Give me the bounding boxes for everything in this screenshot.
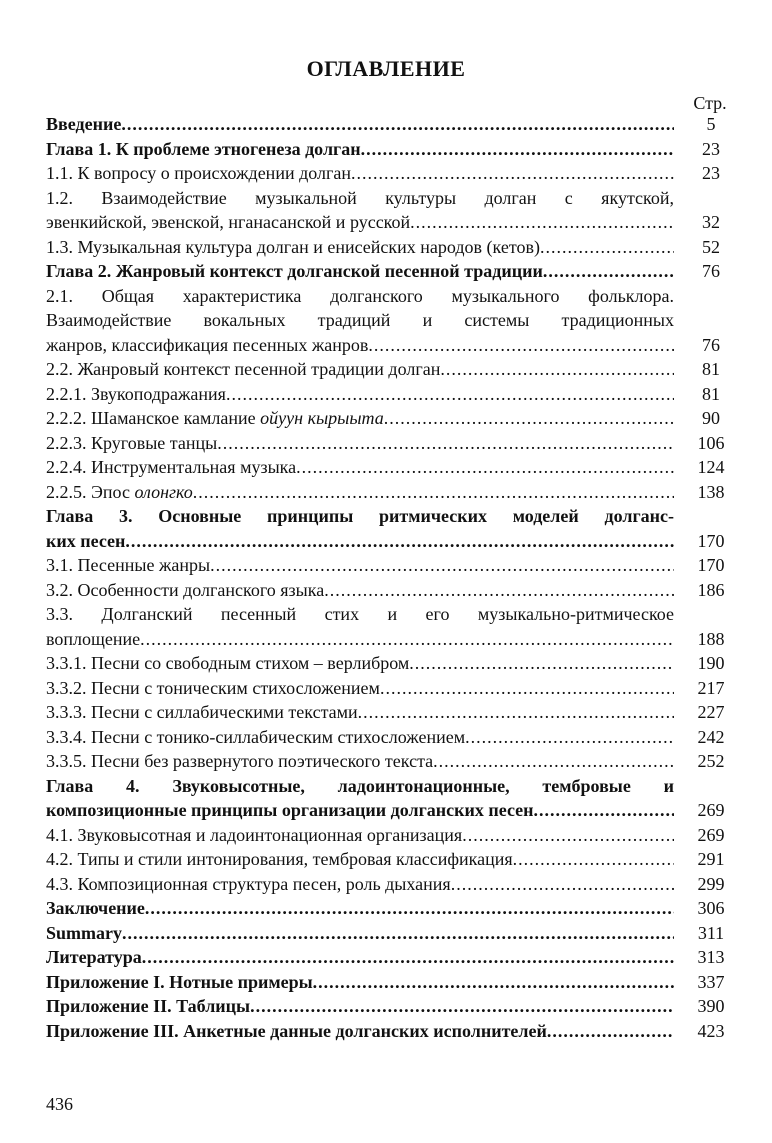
- toc-entry-page: 227: [697, 702, 725, 722]
- dot-leader: [410, 210, 674, 235]
- toc-entry: [46, 847, 734, 872]
- dot-leader: [513, 847, 674, 872]
- toc-entry-line: Заключение: [46, 898, 145, 918]
- toc-entry-page: 390: [697, 996, 725, 1016]
- toc-entry: [46, 186, 734, 235]
- toc-entry-page: 217: [697, 677, 725, 698]
- toc-entry-line: 3.3.2. Песни с тоническим стихосложением: [46, 677, 380, 698]
- toc-entry-line: 1.2. Взаимодействие музыкальной культуры долган с якутской,: [46, 187, 674, 208]
- toc-entry-title: [46, 259, 674, 284]
- toc-entry-title: [46, 455, 674, 480]
- toc-entry-line: Глава 4. Звуковысотные, ладоинтонационные, тембровые и: [46, 775, 674, 796]
- toc-entry-title: [46, 945, 674, 970]
- dot-leader: [361, 137, 674, 162]
- toc-entry-line: Введение: [46, 114, 122, 134]
- dot-leader: [142, 945, 674, 970]
- toc-entry: [46, 553, 734, 578]
- toc-entry-line: 3.3.4. Песни с тонико-силлабическим стихосложением: [46, 726, 466, 747]
- toc-entry: [46, 700, 734, 725]
- toc-entry-line: 4.2. Типы и стили интонирования, тембровая классификация: [46, 849, 513, 869]
- toc-entry-title: [46, 994, 674, 1019]
- dot-leader: [351, 161, 674, 186]
- toc-entry-title: [46, 872, 674, 897]
- page-column-label: Стр.: [693, 93, 727, 113]
- toc-entry: [46, 774, 734, 823]
- toc-entry: [46, 382, 734, 407]
- toc-entry-title: [46, 553, 674, 578]
- toc-entry: [46, 112, 734, 137]
- dot-leader: [296, 455, 674, 480]
- toc-entry-line: 3.3. Долганский песенный стих и его музыкально-ритмическое: [46, 604, 674, 624]
- toc-entry-line: 4.1. Звуковысотная и ладоинтонационная организация: [46, 824, 463, 845]
- toc-entry-page: 32: [702, 212, 720, 232]
- toc-entry-line: 1.1. К вопросу о происхождении долган: [46, 163, 351, 183]
- toc-entry-line: Глава 3. Основные принципы ритмических моделей долганс-: [46, 506, 674, 526]
- toc-entry-line: 2.2. Жанровый контекст песенной традиции долган: [46, 359, 441, 379]
- toc-entry-title: [46, 186, 674, 235]
- toc-entry: [46, 578, 734, 603]
- toc-entry: [46, 823, 734, 848]
- toc-entry-line: Summary: [46, 922, 122, 943]
- dot-leader: [465, 725, 674, 750]
- toc-entry: [46, 602, 734, 651]
- toc-entry: [46, 896, 734, 921]
- toc-entry-title: [46, 602, 674, 651]
- dot-leader: [433, 749, 674, 774]
- dot-leader: [145, 896, 674, 921]
- toc-entry-title: [46, 406, 674, 431]
- toc-entry-page: 299: [697, 873, 725, 894]
- toc-entry-line: воплощение: [46, 628, 141, 649]
- toc-entry: [46, 235, 734, 260]
- dot-leader: [140, 627, 674, 652]
- dot-leader: [547, 1019, 674, 1044]
- toc-entry-page: 311: [697, 922, 725, 943]
- toc-entry-page: 76: [702, 334, 720, 355]
- toc-entry-page: 106: [697, 432, 725, 453]
- toc-entry-page: 337: [697, 971, 725, 992]
- toc-entry-line: Глава 1. К проблеме этногенеза долган: [46, 138, 361, 159]
- toc-entry: [46, 749, 734, 774]
- dot-leader: [210, 553, 674, 578]
- dot-leader: [540, 235, 674, 260]
- toc-entry-line: 3.3.1. Песни со свободным стихом – верлибром: [46, 653, 410, 673]
- toc-entry-page: 242: [697, 726, 725, 747]
- toc-entry: [46, 357, 734, 382]
- dot-leader: [122, 921, 674, 946]
- toc-entry-line: ких песен: [46, 530, 126, 551]
- toc-entry: [46, 651, 734, 676]
- dot-leader: [324, 578, 674, 603]
- toc-entry-line: 4.3. Композиционная структура песен, роль дыхания: [46, 873, 451, 894]
- toc-entry: [46, 137, 734, 162]
- toc-entry: [46, 284, 734, 358]
- toc-entry-page: 52: [702, 236, 720, 257]
- toc-entry: [46, 455, 734, 480]
- toc-entry-line: 3.3.5. Песни без развернутого поэтического текста: [46, 751, 434, 771]
- toc-entry-title: [46, 921, 674, 946]
- toc-entry-page: 23: [702, 138, 720, 159]
- toc-entry: [46, 1019, 734, 1044]
- toc-entry-page: 138: [697, 481, 725, 502]
- toc-entry-title: [46, 161, 674, 186]
- dot-leader: [226, 382, 674, 407]
- toc-entry-title: [46, 774, 674, 823]
- toc-entry-title: [46, 676, 674, 701]
- toc-entry: [46, 431, 734, 456]
- toc-entry-line: композиционные принципы организации долганских песен: [46, 800, 534, 820]
- toc-entry-page: 81: [702, 383, 720, 404]
- toc-entry-title: [46, 284, 674, 358]
- toc-entry-title: [46, 1019, 674, 1044]
- toc-entry-title: [46, 112, 674, 137]
- toc-entry-line: 3.1. Песенные жанры: [46, 555, 211, 575]
- toc-entry-line: жанров, классификация песенных жанров: [46, 334, 369, 355]
- toc-entry-page: 291: [697, 849, 725, 869]
- toc-entry-line: эвенкийской, эвенской, нганасанской и русской: [46, 212, 411, 232]
- dot-leader: [250, 994, 674, 1019]
- toc-entry-line: 2.1. Общая характеристика долганского музыкального фольклора.: [46, 285, 674, 306]
- toc-entry-line: 2.2.5. Эпос: [46, 481, 130, 502]
- toc-entry-page: 170: [697, 555, 725, 575]
- toc-entry-page: 306: [697, 898, 725, 918]
- toc-entry-page: 81: [702, 359, 720, 379]
- toc-entry-italic-term: олонгко: [134, 481, 193, 502]
- toc-entry-title: [46, 504, 674, 553]
- page-title: ОГЛАВЛЕНИЕ: [306, 56, 466, 81]
- toc-entry: [46, 970, 734, 995]
- toc-entry-line: 2.2.4. Инструментальная музыка: [46, 457, 297, 477]
- toc-entry: [46, 161, 734, 186]
- toc-entry-line: Приложение III. Анкетные данные долганских исполнителей: [46, 1020, 547, 1041]
- toc-entry-page: 313: [697, 947, 725, 967]
- toc-entry-page: 190: [697, 653, 725, 673]
- footer-page-number: 436: [46, 1094, 73, 1114]
- toc-entry-title: [46, 382, 674, 407]
- toc-entry-title: [46, 578, 674, 603]
- dot-leader: [384, 406, 674, 431]
- toc-entry: [46, 480, 734, 505]
- toc-entry-page: 188: [697, 628, 725, 649]
- toc-entry-page: 269: [697, 800, 725, 820]
- toc-entry-title: [46, 847, 674, 872]
- dot-leader: [440, 357, 674, 382]
- toc-entry: [46, 921, 734, 946]
- dot-leader: [451, 872, 674, 897]
- dot-leader: [368, 333, 674, 358]
- toc-entry-title: [46, 700, 674, 725]
- toc-entry-line: Взаимодействие вокальных традиций и системы традиционных: [46, 310, 674, 330]
- toc-entry-title: [46, 823, 674, 848]
- toc-entry-line: Литература: [46, 947, 142, 967]
- toc-entry-title: [46, 749, 674, 774]
- toc-entry-title: [46, 480, 674, 505]
- toc-entry-line: Глава 2. Жанровый контекст долганской песенной традиции: [46, 261, 543, 281]
- toc-entry-line: Приложение I. Нотные примеры: [46, 971, 313, 992]
- toc-entry-title: [46, 357, 674, 382]
- toc-entry-page: 252: [697, 751, 725, 771]
- toc-entry-title: [46, 896, 674, 921]
- toc-entry-page: 423: [697, 1020, 725, 1041]
- toc-entry-line: 3.2. Особенности долганского языка: [46, 579, 325, 600]
- dot-leader: [121, 112, 674, 137]
- toc-entry-page: 269: [697, 824, 725, 845]
- toc-entry-title: [46, 137, 674, 162]
- dot-leader: [193, 480, 674, 505]
- toc-entry-line: Приложение II. Таблицы: [46, 996, 251, 1016]
- table-of-contents: [46, 112, 734, 1043]
- toc-entry: [46, 406, 734, 431]
- toc-entry: [46, 504, 734, 553]
- toc-entry: [46, 945, 734, 970]
- toc-entry-italic-term: ойуун кырыыта: [260, 408, 384, 428]
- toc-entry-page: 124: [697, 457, 725, 477]
- dot-leader: [358, 700, 674, 725]
- toc-entry-page: 186: [697, 579, 725, 600]
- toc-entry-line: 2.2.2. Шаманское камлание: [46, 408, 256, 428]
- toc-entry: [46, 725, 734, 750]
- dot-leader: [409, 651, 674, 676]
- toc-entry-page: 170: [697, 530, 725, 551]
- toc-entry-line: 2.2.1. Звукоподражания: [46, 383, 226, 404]
- toc-entry: [46, 872, 734, 897]
- toc-entry-title: [46, 651, 674, 676]
- toc-entry-title: [46, 431, 674, 456]
- toc-entry-page: 23: [702, 163, 720, 183]
- dot-leader: [534, 798, 674, 823]
- toc-entry-title: [46, 235, 674, 260]
- toc-entry-title: [46, 725, 674, 750]
- toc-entry-page: 5: [706, 114, 716, 134]
- toc-entry: [46, 259, 734, 284]
- toc-entry-page: 90: [702, 408, 720, 428]
- dot-leader: [543, 259, 674, 284]
- toc-entry-line: 2.2.3. Круговые танцы: [46, 432, 218, 453]
- dot-leader: [313, 970, 674, 995]
- dot-leader: [462, 823, 674, 848]
- dot-leader: [217, 431, 674, 456]
- dot-leader: [380, 676, 674, 701]
- toc-entry-line: 3.3.3. Песни с силлабическими текстами: [46, 702, 358, 722]
- toc-entry-page: 76: [702, 261, 720, 281]
- dot-leader: [125, 529, 674, 554]
- toc-entry: [46, 994, 734, 1019]
- toc-entry-line: 1.3. Музыкальная культура долган и енисейских народов (кетов): [46, 236, 540, 257]
- toc-entry: [46, 676, 734, 701]
- toc-entry-title: [46, 970, 674, 995]
